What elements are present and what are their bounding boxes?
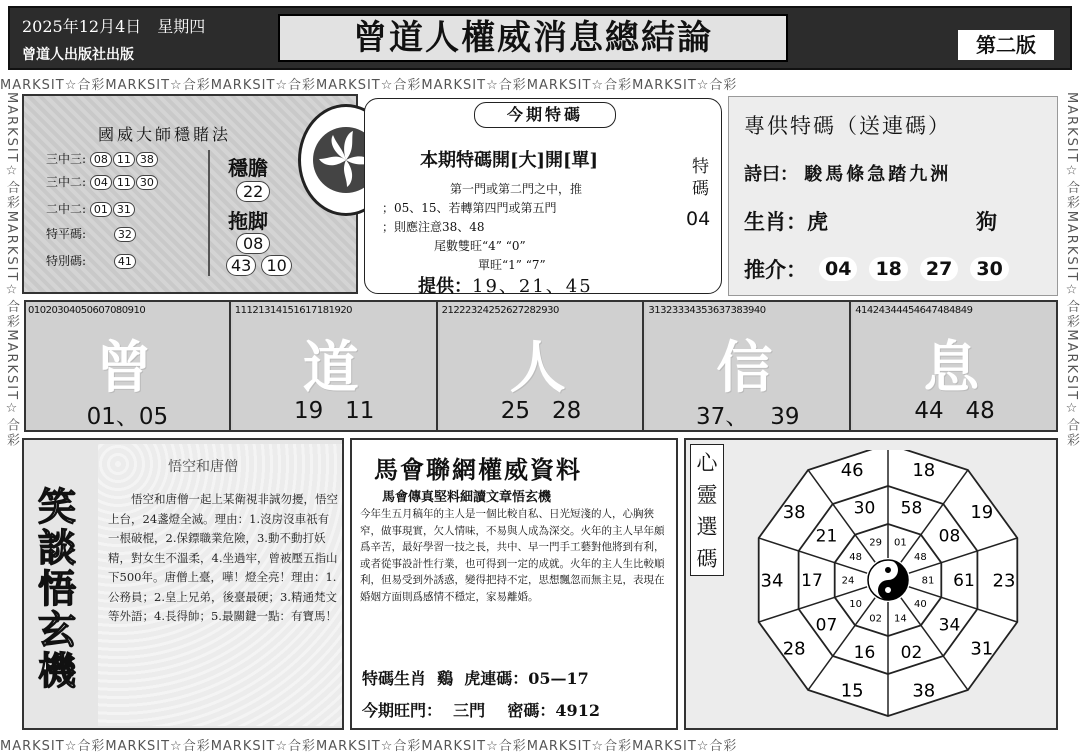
wheel-number: 31	[970, 638, 994, 660]
divider	[208, 150, 210, 276]
wheel-number: 23	[992, 570, 1016, 592]
wheel-number: 29	[869, 537, 882, 549]
wheel-number: 21	[815, 526, 838, 547]
door-char: 人	[509, 335, 566, 401]
door-nums: 19 11	[293, 398, 375, 424]
wheel-number: 34	[760, 570, 784, 592]
special-line1: 本期特碼開[大]開[單]	[420, 150, 599, 171]
watermark-left: MARKSIT☆合彩MARKSIT☆合彩MARKSIT☆合彩	[4, 92, 19, 449]
header-publisher: 曾道人出版社出版	[22, 47, 134, 63]
wheel-number: 10	[849, 599, 862, 610]
special-line6: 單旺“1” “7”	[478, 258, 546, 272]
wheel-number: 02	[869, 613, 882, 625]
wheel-number: 08	[938, 526, 961, 547]
wheel-number: 19	[970, 502, 994, 524]
special-side-label: 特碼	[692, 157, 709, 199]
drag-num-top: 08	[236, 233, 270, 254]
watermark-right: MARKSIT☆合彩MARKSIT☆合彩MARKSIT☆合彩	[1064, 92, 1079, 449]
page-title: 曾道人權威消息總結論	[278, 14, 788, 62]
master-title: 國威大師穩賭法	[98, 125, 232, 144]
wheel-number: 17	[801, 570, 823, 591]
joke-body: 悟空和唐僧一起上某衛視非誠勿擾，悟空上台，24盞燈全滅。理由：1.沒房沒車祇有一根破棍，2.保鏢職業危險，3.動不動打妖精，對女生不溫柔，4.坐過牢，曾被壓五指山下500年。唐僧上臺，嘩！燈全亮！理由：1.公務員；2.皇上兄弟，後臺最硬；3.精通梵文等外語；4.長得帥；5.最關鍵一點：有寶馬！	[108, 492, 338, 623]
horse-door-line: 今期旺門： 三門 密碼：4912	[362, 701, 600, 720]
master-rows	[46, 150, 206, 275]
special-side-num: 04	[686, 208, 711, 230]
drag-nums-bottom: 43 10	[226, 256, 292, 275]
wheel-number: 34	[938, 615, 961, 636]
wheel-number: 18	[912, 460, 936, 481]
special-line2: 第一門或第二門之中，推	[450, 182, 583, 196]
spirit-side-title: 心靈選碼	[690, 444, 724, 576]
dedicated-title: 專供特碼（送連碼）	[744, 114, 951, 138]
wheel-number: 81	[921, 575, 935, 587]
door-cell	[233, 302, 438, 430]
door-cell	[26, 302, 231, 430]
door-char: 信	[716, 335, 773, 401]
stable-label: 穩膽	[228, 156, 268, 180]
horse-subtitle: 馬會傳真堅料細讀文章悟玄機	[382, 490, 552, 505]
edition-label: 第二版	[958, 30, 1054, 60]
special-line4: ；則應注意38、48	[382, 220, 485, 234]
door-char: 曾	[96, 335, 152, 401]
wheel-number: 15	[840, 680, 864, 702]
wheel-number: 58	[900, 498, 923, 519]
yin-yang-icon	[868, 560, 908, 600]
drag-label: 拖脚	[228, 209, 268, 233]
door-nums: 37、 39	[696, 404, 800, 430]
wheel-number: 48	[914, 552, 927, 563]
door-range: 21222324252627282930	[441, 305, 559, 316]
wheel-number: 61	[953, 570, 975, 591]
door-range: 01020304050607080910	[28, 305, 146, 316]
header-date: 2025年12月4日 星期四	[22, 17, 206, 36]
wheel-number: 02	[900, 643, 923, 664]
watermark-bottom: MARKSIT☆合彩MARKSIT☆合彩MARKSIT☆合彩MARKSIT☆合彩MARKSIT☆合彩MARKSIT☆合彩MARKSIT☆合彩	[0, 739, 738, 754]
joke-title: 悟空和唐僧	[168, 459, 238, 475]
provide-line: 提供：19、21、45	[418, 276, 593, 297]
joke-side-title: 笑談悟玄機	[38, 484, 77, 693]
stable-num: 22	[236, 181, 270, 202]
wheel-number: 38	[912, 680, 936, 702]
wheel-number: 40	[914, 599, 927, 610]
poem-line: 詩曰： 駿馬條急踏九洲	[744, 164, 952, 185]
door-nums: 01、05	[86, 404, 169, 430]
door-nums: 44 48	[914, 398, 995, 424]
horse-body: 今年生五月稿年的主人是一個比較自私、日光短淺的人，心胸狹窄，做事現實，欠人情味，不易與人成為深交。火年的主人早年頗爲辛苦，最好學習一技之長，共中、早一門手工藝對他將到有利，或者從事設計性行業，也可得到一定的成就。火年的主人生比較順利，但易受到外誘惑，變得把持不定，思想飄忽而無主見，表現在婚姻方面則爲感情不穩定，家易離婚。	[360, 508, 665, 603]
special-header: 今期特碼	[474, 102, 616, 128]
wheel-number: 38	[782, 502, 806, 524]
wheel-number: 28	[782, 638, 806, 660]
special-line3: ；05、15、若轉第四門或第五門	[382, 201, 557, 215]
master-row: 三中二: 04 11 30	[46, 173, 206, 200]
master-row: 二中二: 01 31	[46, 200, 206, 225]
zodiac-line: 生肖：虎 狗	[744, 209, 997, 234]
door-range: 31323334353637383940	[648, 305, 766, 316]
wheel-number: 01	[894, 537, 907, 549]
special-line5: 尾數雙旺“4” “0”	[434, 239, 526, 253]
door-cell	[440, 302, 645, 430]
door-range: 11121314151617181920	[234, 305, 353, 316]
wheel-number: 30	[853, 498, 876, 519]
wheel-number: 16	[853, 643, 876, 664]
wheel-number: 24	[841, 575, 855, 587]
door-range: 41424344454647484849	[855, 305, 973, 316]
watermark-top: MARKSIT☆合彩MARKSIT☆合彩MARKSIT☆合彩MARKSIT☆合彩MARKSIT☆合彩MARKSIT☆合彩MARKSIT☆合彩	[0, 78, 738, 93]
wheel-number: 46	[840, 460, 864, 481]
horse-zodiac-line: 特碼生肖 鷄 虎連碼：05—17	[362, 669, 589, 688]
door-char: 道	[302, 335, 359, 401]
master-row: 三中三: 08 11 38	[46, 150, 206, 173]
recommend-line: 推介： 04 18 27 30	[744, 254, 1009, 284]
wheel-number: 14	[894, 613, 907, 625]
master-row: 特別碼: 41	[46, 252, 206, 275]
master-row: 特平碼: 32	[46, 225, 206, 252]
door-cell	[853, 302, 1058, 430]
door-cell	[646, 302, 851, 430]
horse-title: 馬會聯網權威資料	[374, 455, 582, 484]
wheel-number: 48	[849, 552, 862, 563]
door-nums: 25 28	[500, 398, 582, 424]
wheel-number: 07	[815, 615, 838, 636]
door-char: 息	[923, 335, 980, 401]
spirit-wheel	[748, 450, 1028, 730]
